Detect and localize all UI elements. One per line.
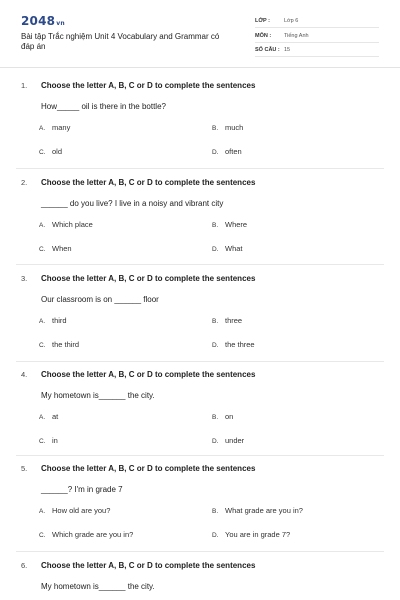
option-d[interactable]: D. often (212, 147, 242, 156)
option-d[interactable]: D. under (212, 436, 245, 445)
question-number: 1. (21, 81, 28, 90)
question-text: How_____ oil is there in the bottle? (41, 102, 166, 111)
question-instruction: Choose the letter A, B, C or D to complete the sentences (41, 274, 256, 283)
question-number: 3. (21, 274, 28, 283)
divider (16, 551, 384, 552)
divider (16, 168, 384, 169)
option-c[interactable]: C. in (39, 436, 58, 445)
question-text: ______ do you live? I live in a noisy and vibrant city (41, 199, 224, 208)
question-number: 4. (21, 370, 28, 379)
question-number: 6. (21, 561, 28, 570)
option-a[interactable]: A. third (39, 316, 67, 325)
question-text: My hometown is______ the city. (41, 582, 155, 591)
option-c[interactable]: C. When (39, 244, 72, 253)
option-d[interactable]: D. You are in grade 7? (212, 530, 291, 539)
divider (16, 361, 384, 362)
question-text: Our classroom is on ______ floor (41, 295, 159, 304)
meta-row-class (255, 16, 379, 28)
divider (16, 455, 384, 456)
option-c[interactable]: C. Which grade are you in? (39, 530, 134, 539)
question-number: 2. (21, 178, 28, 187)
site-logo[interactable] (21, 14, 65, 28)
question-instruction: Choose the letter A, B, C or D to complete the sentences (41, 464, 256, 473)
question-instruction: Choose the letter A, B, C or D to complete the sentences (41, 81, 256, 90)
option-a[interactable]: A. How old are you? (39, 506, 111, 515)
option-a[interactable]: A. many (39, 123, 71, 132)
option-c[interactable]: C. old (39, 147, 63, 156)
option-b[interactable]: B. much (212, 123, 244, 132)
option-d[interactable]: D. What (212, 244, 243, 253)
option-d[interactable]: D. the three (212, 340, 255, 349)
meta-value: Tiếng Anh (284, 33, 309, 39)
option-b[interactable]: B. on (212, 412, 234, 421)
meta-value: Lớp 6 (284, 18, 299, 24)
question-instruction: Choose the letter A, B, C or D to complete the sentences (41, 370, 256, 379)
meta-value: 15 (284, 47, 291, 53)
option-a[interactable]: A. Which place (39, 220, 93, 229)
option-b[interactable]: B. three (212, 316, 243, 325)
logo-suffix: vn (56, 20, 65, 27)
logo-text: 2048 (21, 14, 56, 28)
meta-row-count (255, 45, 379, 57)
divider (16, 264, 384, 265)
option-b[interactable]: B. What grade are you in? (212, 506, 303, 515)
question-text: ______? I'm in grade 7 (41, 485, 123, 494)
option-b[interactable]: B. Where (212, 220, 248, 229)
question-instruction: Choose the letter A, B, C or D to complete the sentences (41, 178, 256, 187)
document-title: Bài tập Trắc nghiệm Unit 4 Vocabulary and Grammar có đáp án (21, 32, 220, 51)
question-number: 5. (21, 464, 28, 473)
question-text: My hometown is______ the city. (41, 391, 155, 400)
option-a[interactable]: A. at (39, 412, 59, 421)
page-header (0, 0, 400, 68)
meta-label: LỚP : (255, 18, 270, 24)
meta-label: MÔN : (255, 33, 272, 39)
question-instruction: Choose the letter A, B, C or D to complete the sentences (41, 561, 256, 570)
meta-label: SỐ CÂU : (255, 47, 280, 53)
meta-row-subject (255, 31, 379, 43)
option-c[interactable]: C. the third (39, 340, 80, 349)
